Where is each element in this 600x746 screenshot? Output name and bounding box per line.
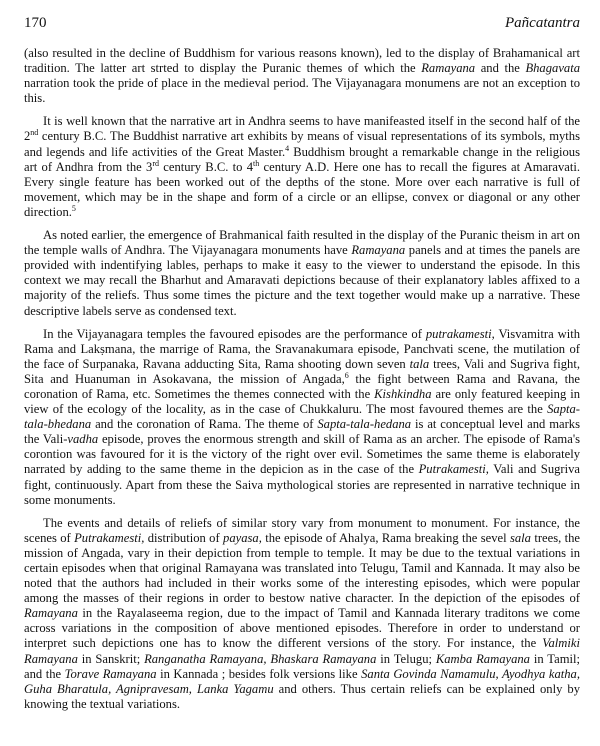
italic-run: Ramayana — [421, 61, 476, 76]
paragraph — [24, 228, 580, 319]
superscript: nd — [30, 128, 39, 138]
superscript: th — [253, 158, 260, 168]
text-run: are only featured keeping in view of the ecology of the locality, as in the case of Chukkaluru. The most favoured themes are the — [24, 386, 581, 417]
italic-run: Kishkindha — [374, 386, 432, 401]
italic-run: Putrakamesti, — [418, 462, 489, 477]
text-run: Buddhism brought a remarkable change in the religious art of Andhra from the 3 — [24, 144, 580, 174]
italic-run: Ramayana — [24, 606, 78, 621]
page-number: 170 — [24, 15, 47, 31]
italic-run: Putrakamesti, — [74, 530, 145, 545]
text-run: In the Vijayanagara temples the favoured episodes are the performance of — [43, 326, 426, 341]
italic-run: Santa Govinda Namamulu, Ayodhya katha, Guha Bharatula, Agnipravesam, Lanka Yagamu — [24, 666, 580, 696]
text-run: the episode of Ahalya, Rama breaking the sevel — [261, 530, 510, 545]
italic-run: Sapta-tala-bhedana — [24, 402, 580, 432]
text-run: century B.C. to 4 — [159, 159, 254, 174]
text-run: and the — [475, 61, 526, 76]
text-run: distribution of — [144, 530, 224, 545]
running-title: Pañcatantra — [505, 15, 580, 31]
text-run: the fight between Rama and Ravana, the coronation of Rama, etc. Sometimes the themes connected with the — [24, 371, 580, 401]
text-run: Vali and Sugriva fight, continuously. Apart from these the Saiva mythological stories are represented in narrative technique in some monuments. — [24, 462, 580, 507]
italic-run: putrakamesti, — [425, 326, 495, 341]
text-run: and the coronation of Rama. The theme of — [91, 417, 318, 432]
text-run: Visvamitra with Rama and Lakṣmana, the marrige of Rama, the Sravanakumara episode, Panchvati scene, the mutilation of the face of Surpanaka, Ravana adducting Sita, Rama shooting down seven — [24, 326, 580, 371]
text-run: episode, proves the enormous strength and skill of Rama as an archer. The episode of Rama's corontion was favoured for it is the victory of the right over evil. Sometimes the same theme is elaborately narrated by adding to the same theme in the depicion as in the case of the — [24, 432, 580, 477]
text-run: in Telugu; — [376, 651, 436, 666]
italic-run: Kamba Ramayana — [435, 651, 530, 666]
text-run: panels and at times the panels are provided with indentifying lables, perhaps to make it easy to the viewer to understand the episode. In this context we may recall the Bharhut and Amaravati depictions because of their explanatory lables affixed to a majority of the reliefs. Thus some times the picture and the text together would make up a narrative. These descriptive labels serve as condensed text. — [24, 243, 581, 318]
text-run: The events and details of reliefs of similar story vary from monument to monument. For instance, the scenes of — [24, 515, 580, 545]
italic-run: Valmiki Ramayana — [24, 636, 580, 666]
paragraph — [24, 114, 580, 220]
text-run: is at conceptual level and marks the Vali- — [24, 417, 580, 447]
text-run: It is well known that the narrative art in Andhra seems to have manifeasted itself in the second half of the 2 — [24, 114, 580, 144]
text-run: in the Rayalaseema region, due to the impact of Tamil and Kannada literary traditons we come across variations in the composition of above mentioned episodes. Therefore in order to understand or interpret such depictions one has to know the different versions of the story. For instance, the — [24, 606, 580, 651]
italic-run: Torave Ramayana — [64, 666, 157, 681]
text-run: in Kannada ; besides folk versions like — [156, 666, 362, 681]
text-run: in Sanskrit; — [77, 651, 145, 666]
text-run: narration took the pride of place in the medieval period. The Vijayanagara monumens are not an exception to this. — [24, 76, 580, 106]
italic-run: payasa, — [223, 530, 262, 545]
text-run: As noted earlier, the emergence of Brahmanical faith resulted in the display of the Puranic theism in art on the temple walls of Andhra. The Vijayanagara monuments have — [24, 228, 580, 258]
italic-run: Ranganatha Ramayana, Bhaskara Ramayana — [144, 651, 377, 666]
text-run: trees, Vali and Sugriva fight, Sita and Huanuman in Asokavana, the mission of Angada, — [24, 356, 580, 386]
italic-run: vadha — [67, 432, 99, 447]
text-run: century A.D. Here one has to recall the figures at Amaravati. Every single feature has been worked out of the depths of the stone. More over each narrative is full of movement, which may be in the shape and form of a circle or an ellipse, convex or diagonal or any other direction. — [24, 159, 580, 219]
italic-run: Sapta-tala-hedana — [317, 417, 412, 432]
text-run: and others. Thus certain reliefs can be explained only by knowing the textual variations. — [24, 681, 581, 711]
text-run: century B.C. The Buddhist narrative art exhibits by means of visual representations of its symbols, myths and legends and life activities of the Great Master. — [24, 129, 580, 159]
italic-run: Ramayana — [351, 243, 406, 258]
italic-run: Bhagavata — [525, 61, 581, 76]
text-run: trees, the mission of Angada, vary in their depiction from temple to temple. It may be due to the textual variations in certain episodes when that original Ramayana was translated into Telugu, Tamil and Kannada. It may also be noted that the authors had included in their works some of the interesting episodes, which were popular among the masses of their regions in order to bestow native character. In the depiction of the episodes of — [24, 530, 581, 606]
page-body — [24, 46, 580, 712]
superscript: 4 — [285, 143, 290, 153]
page-header — [24, 14, 580, 32]
italic-run: tala — [409, 356, 430, 371]
paragraph — [24, 516, 580, 712]
paragraph — [24, 327, 580, 508]
superscript: rd — [152, 158, 160, 168]
text-run: in Tamil; and the — [24, 651, 580, 681]
text-run: (also resulted in the decline of Buddhism for various reasons known), led to the display of Brahamanical art tradition. The latter art strted to display the Puranic themes of which the — [24, 46, 580, 76]
paragraph — [24, 46, 580, 106]
italic-run: sala — [509, 530, 531, 545]
superscript: 6 — [344, 370, 349, 380]
superscript: 5 — [71, 203, 76, 213]
